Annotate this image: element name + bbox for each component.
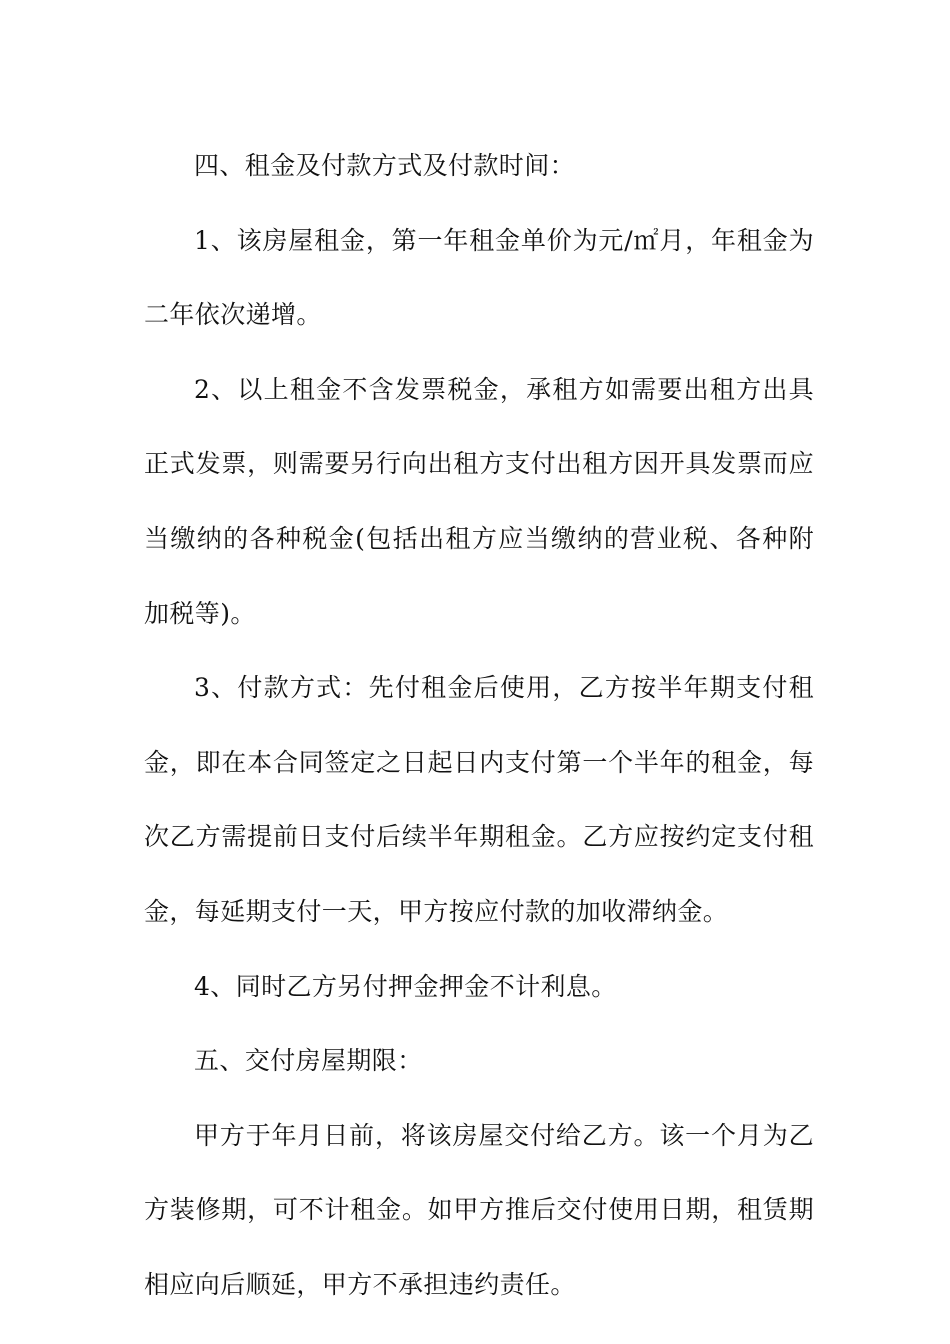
paragraph-payment-method: 3、付款方式：先付租金后使用，乙方按半年期支付租金，即在本合同签定之日起日内支付第一个半年的租金，每次乙方需提前日支付后续半年期租金。乙方应按约定支付租金，每延期支付一天，甲方按应付款的加收滞纳金。: [144, 673, 814, 926]
paragraph-delivery-terms: 甲方于年月日前，将该房屋交付给乙方。该一个月为乙方装修期，可不计租金。如甲方推后交付使用日期，租赁期相应向后顺延，甲方不承担违约责任。: [144, 1120, 814, 1299]
paragraph-rent-amount: 1、该房屋租金，第一年租金单价为元/㎡月，年租金为二年依次递增。: [144, 225, 814, 330]
section-heading-rent-payment: 四、租金及付款方式及付款时间：: [194, 151, 576, 180]
paragraph-deposit: 4、同时乙方另付押金押金不计利息。: [194, 971, 617, 1001]
section-heading-delivery-period: 五、交付房屋期限：: [194, 1046, 423, 1076]
document-body: [144, 129, 814, 1323]
paragraph-invoice-tax: 2、以上租金不含发票税金，承租方如需要出租方出具正式发票，则需要另行向出租方支付出租方因开具发票而应当缴纳的各种税金(包括出租方应当缴纳的营业税、各种附加税等)。: [144, 374, 814, 628]
